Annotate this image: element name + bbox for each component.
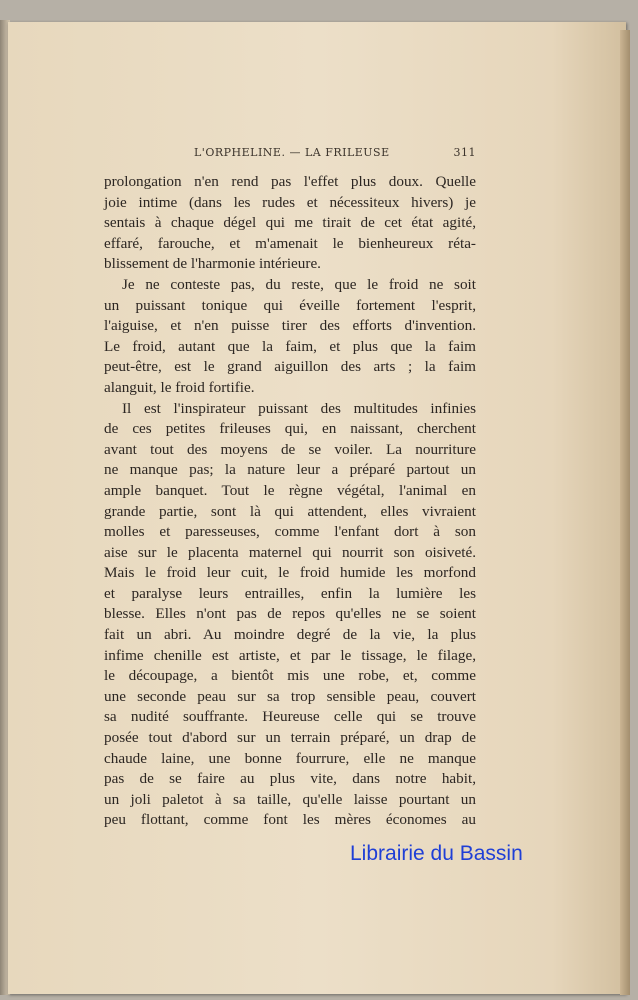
text-line: peu flottant, comme font les mères économes au <box>104 811 476 829</box>
text-line: un joli paletot à sa taille, qu'elle laisse pourtant un <box>104 790 476 808</box>
text-line: ne manque pas; la nature leur a préparé partout un <box>104 461 476 479</box>
text-line: avant tout des moyens de se voiler. La nourriture <box>104 440 476 458</box>
text-line: pas de se faire au plus vite, dans notre habit, <box>104 770 476 788</box>
text-line: l'aiguise, et n'en puisse tirer des efforts d'invention. <box>104 317 476 335</box>
seller-watermark: Librairie du Bassin <box>350 842 523 865</box>
text-line: sentais à chaque dégel qui me tirait de cet état agité, <box>104 214 476 232</box>
text-line: un puissant tonique qui éveille fortement l'esprit, <box>104 296 476 314</box>
page-stack-edge <box>620 30 630 995</box>
text-line: sa nudité souffrante. Heureuse celle qui se trouve <box>104 708 476 726</box>
text-line: de ces petites frileuses qui, en naissant, cherchent <box>104 420 476 438</box>
text-line: molles et paresseuses, comme l'enfant dort à son <box>104 523 476 541</box>
text-line: infime chenille est artiste, et par le tissage, le filage, <box>104 646 476 664</box>
body-text <box>104 172 476 831</box>
text-line: alanguit, le froid fortifie. <box>104 378 255 396</box>
running-head-title: L'ORPHELINE. — LA FRILEUSE <box>194 146 390 159</box>
text-line: une seconde peau sur sa trop sensible peau, couvert <box>104 687 476 705</box>
text-line: peut-être, est le grand aiguillon des arts ; la faim <box>104 358 476 376</box>
page-number: 311 <box>453 146 476 159</box>
text-line: fait un abri. Au moindre degré de la vie, la plus <box>104 626 476 644</box>
text-line: ample banquet. Tout le règne végétal, l'animal en <box>104 481 476 499</box>
text-line: Mais le froid leur cuit, le froid humide les morfond <box>104 564 476 582</box>
text-line: et paralyse leurs entrailles, enfin la lumière les <box>104 584 476 602</box>
text-line: Il est l'inspirateur puissant des multitudes infinies <box>122 399 476 417</box>
text-line: blesse. Elles n'ont pas de repos qu'elles ne se soient <box>104 605 476 623</box>
text-line: blissement de l'harmonie intérieure. <box>104 255 321 273</box>
text-line: joie intime (dans les rudes et nécessiteux hivers) je <box>104 193 476 211</box>
text-line: chaude laine, une bonne fourrure, elle ne manque <box>104 749 476 767</box>
text-line: grande partie, sont là qui attendent, elles vivraient <box>104 502 476 520</box>
text-line: Je ne conteste pas, du reste, que le froid ne soit <box>122 275 476 293</box>
text-line: posée tout d'abord sur un terrain préparé, un drap de <box>104 729 476 747</box>
running-head <box>194 146 476 164</box>
text-line: le découpage, a bientôt mis une robe, et, comme <box>104 667 476 685</box>
text-line: effaré, farouche, et m'amenait le bienheureux réta- <box>104 234 476 252</box>
text-line: Le froid, autant que la faim, et plus que la faim <box>104 337 476 355</box>
text-line: aise sur le placenta maternel qui nourrit son oisiveté. <box>104 543 476 561</box>
text-line: prolongation n'en rend pas l'effet plus doux. Quelle <box>104 173 476 190</box>
